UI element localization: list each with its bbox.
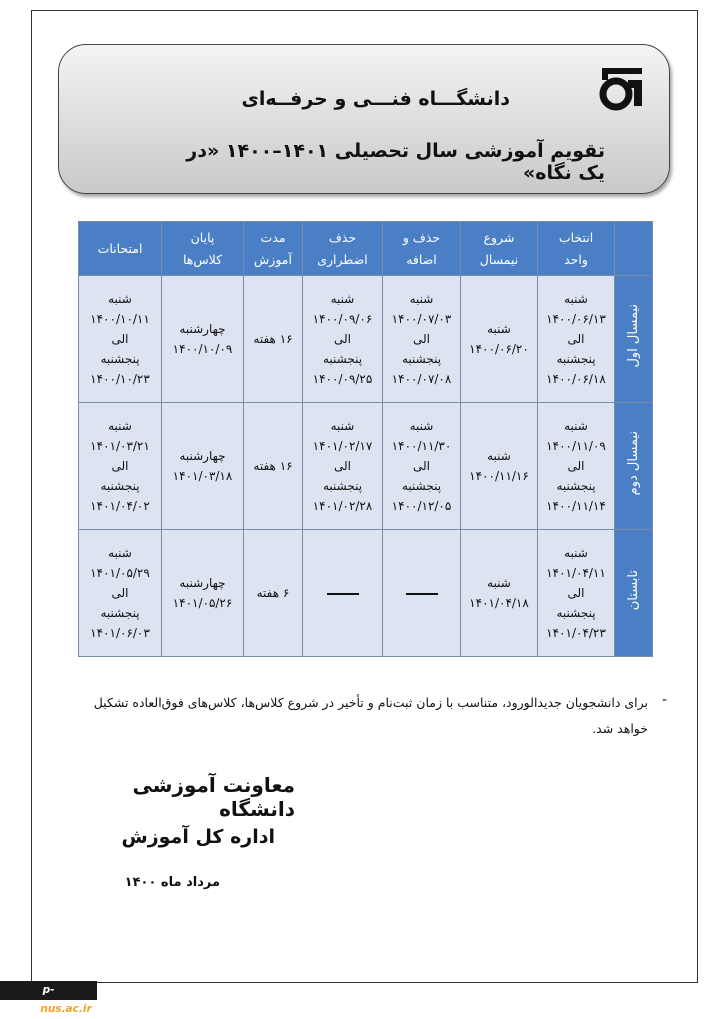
column-header-exams: امتحانات — [79, 222, 162, 276]
exams-cell: شنبه ۱۴۰۱/۰۳/۲۱ الی پنجشنبه ۱۴۰۱/۰۴/۰۲ — [79, 403, 162, 530]
academic-calendar-table — [78, 221, 653, 657]
start-cell: شنبه ۱۴۰۱/۰۴/۱۸ — [461, 530, 538, 657]
row-label-summer: تابستان — [615, 530, 653, 657]
selection-cell: شنبه ۱۴۰۰/۰۶/۱۳ الی پنجشنبه ۱۴۰۰/۰۶/۱۸ — [538, 276, 615, 403]
column-header-add-drop: حذف و اضافه — [383, 222, 461, 276]
emergency-drop-cell-empty — [303, 530, 383, 657]
table-row — [79, 276, 653, 403]
column-header-class-end: پایان کلاس‌ها — [162, 222, 244, 276]
dash-mark — [406, 593, 438, 595]
column-header-selection: انتخاب واحد — [538, 222, 615, 276]
signature-office: معاونت آموزشی دانشگاه — [132, 773, 295, 821]
start-cell: شنبه ۱۴۰۰/۰۶/۲۰ — [461, 276, 538, 403]
class-end-cell: چهارشنبه ۱۴۰۱/۰۳/۱۸ — [162, 403, 244, 530]
add-drop-cell-empty — [383, 530, 461, 657]
table-row — [79, 530, 653, 657]
calendar-title: تقویم آموزشی سال تحصیلی ۱۴۰۱–۱۴۰۰ «در یک نگاه» — [186, 140, 605, 184]
add-drop-cell: شنبه ۱۴۰۰/۱۱/۳۰ الی پنجشنبه ۱۴۰۰/۱۲/۰۵ — [383, 403, 461, 530]
site-watermark — [0, 981, 97, 1015]
emergency-drop-cell: شنبه ۱۴۰۱/۰۲/۱۷ الی پنجشنبه ۱۴۰۱/۰۲/۲۸ — [303, 403, 383, 530]
selection-cell: شنبه ۱۴۰۰/۱۱/۰۹ الی پنجشنبه ۱۴۰۰/۱۱/۱۴ — [538, 403, 615, 530]
corner-cell — [615, 222, 653, 276]
table-header-row — [79, 222, 653, 276]
column-header-emergency-drop: حذف اضطراری — [303, 222, 383, 276]
column-header-start: شروع نیمسال — [461, 222, 538, 276]
table-row — [79, 403, 653, 530]
duration-cell: ۶ هفته — [244, 530, 303, 657]
duration-cell: ۱۶ هفته — [244, 276, 303, 403]
university-name: دانشگـــاه فنـــی و حرفــه‌ای — [241, 88, 510, 110]
watermark-prefix: p-rasht. — [5, 984, 55, 1015]
signature-date: مرداد ماه ۱۴۰۰ — [124, 875, 220, 890]
column-header-duration: مدت آموزش — [244, 222, 303, 276]
exams-cell: شنبه ۱۴۰۱/۰۵/۲۹ الی پنجشنبه ۱۴۰۱/۰۶/۰۳ — [79, 530, 162, 657]
university-logo-icon — [596, 60, 648, 112]
row-label-first-semester: نیمسال اول — [615, 276, 653, 403]
start-cell: شنبه ۱۴۰۰/۱۱/۱۶ — [461, 403, 538, 530]
selection-cell: شنبه ۱۴۰۱/۰۴/۱۱ الی پنجشنبه ۱۴۰۱/۰۴/۲۳ — [538, 530, 615, 657]
class-end-cell: چهارشنبه ۱۴۰۰/۱۰/۰۹ — [162, 276, 244, 403]
class-end-cell: چهارشنبه ۱۴۰۱/۰۵/۲۶ — [162, 530, 244, 657]
emergency-drop-cell: شنبه ۱۴۰۰/۰۹/۰۶ الی پنجشنبه ۱۴۰۰/۰۹/۲۵ — [303, 276, 383, 403]
add-drop-cell: شنبه ۱۴۰۰/۰۷/۰۳ الی پنجشنبه ۱۴۰۰/۰۷/۰۸ — [383, 276, 461, 403]
watermark-suffix: nus.ac.ir — [40, 1003, 92, 1015]
exams-cell: شنبه ۱۴۰۰/۱۰/۱۱ الی پنجشنبه ۱۴۰۰/۱۰/۲۳ — [79, 276, 162, 403]
note-bullet: - — [662, 692, 668, 708]
note-text: برای دانشجویان جدیدالورود، متناسب با زمان ثبت‌نام و تأخیر در شروع کلاس‌ها، کلاس‌های فوق‌العاده تشکیل خواهد شد. — [93, 695, 648, 736]
dash-mark — [327, 593, 359, 595]
signature-department: اداره کل آموزش — [121, 826, 275, 848]
row-label-second-semester: نیمسال دوم — [615, 403, 653, 530]
duration-cell: ۱۶ هفته — [244, 403, 303, 530]
